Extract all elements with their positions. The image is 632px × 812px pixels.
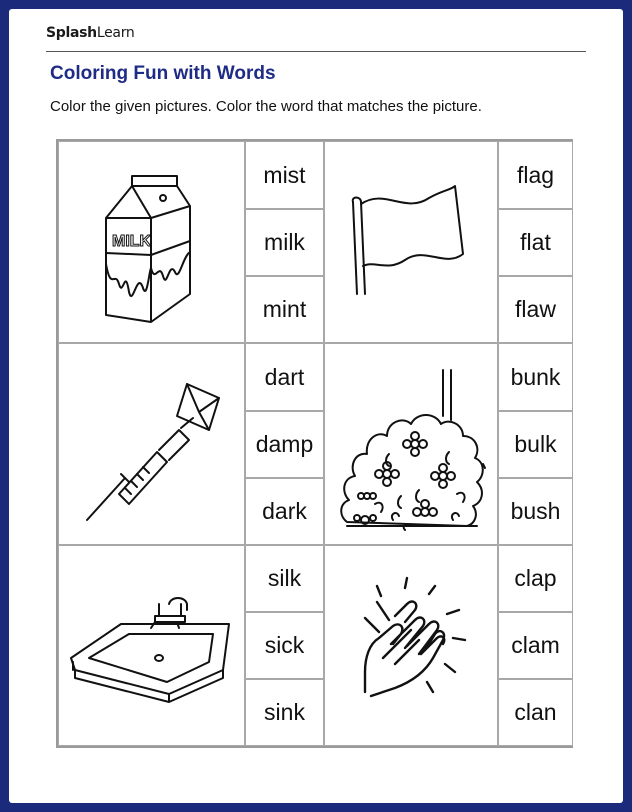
word-cell[interactable]: clan xyxy=(498,679,573,746)
word-cell[interactable]: sink xyxy=(245,679,324,746)
word-cell[interactable]: clam xyxy=(498,612,573,679)
word-cell[interactable]: damp xyxy=(245,411,324,478)
word-cell[interactable]: clap xyxy=(498,545,573,612)
word-cell[interactable]: dart xyxy=(245,343,324,411)
word-picture-grid xyxy=(56,139,573,748)
sink-icon xyxy=(59,546,246,747)
word-cell[interactable]: silk xyxy=(245,545,324,612)
brand-name-bold: Splash xyxy=(46,25,97,41)
flag-icon xyxy=(325,142,499,344)
word-cell[interactable]: bush xyxy=(498,478,573,545)
worksheet-instructions: Color the given pictures. Color the word that matches the picture. xyxy=(50,98,482,115)
picture-cell-bush[interactable] xyxy=(324,343,498,545)
word-cell[interactable]: bulk xyxy=(498,411,573,478)
worksheet-page xyxy=(9,9,623,803)
milk-carton-icon xyxy=(59,142,246,344)
word-cell[interactable]: milk xyxy=(245,209,324,276)
worksheet-title: Coloring Fun with Words xyxy=(50,63,276,84)
word-cell[interactable]: flag xyxy=(498,141,573,209)
brand-name-light: Learn xyxy=(96,25,135,41)
word-cell[interactable]: flat xyxy=(498,209,573,276)
header-divider xyxy=(46,51,586,52)
picture-cell-dart[interactable] xyxy=(58,343,245,545)
word-cell[interactable]: dark xyxy=(245,478,324,545)
picture-cell-milk[interactable] xyxy=(58,141,245,343)
picture-cell-clap[interactable] xyxy=(324,545,498,746)
clapping-hands-icon xyxy=(325,546,499,747)
dart-icon xyxy=(59,344,246,546)
word-cell[interactable]: bunk xyxy=(498,343,573,411)
word-cell[interactable]: mist xyxy=(245,141,324,209)
word-cell[interactable]: sick xyxy=(245,612,324,679)
bush-icon xyxy=(325,344,499,546)
milk-carton-label: MILK xyxy=(112,233,152,250)
word-cell[interactable]: flaw xyxy=(498,276,573,343)
brand-logo xyxy=(46,25,135,41)
word-cell[interactable]: mint xyxy=(245,276,324,343)
picture-cell-sink[interactable] xyxy=(58,545,245,746)
picture-cell-flag[interactable] xyxy=(324,141,498,343)
